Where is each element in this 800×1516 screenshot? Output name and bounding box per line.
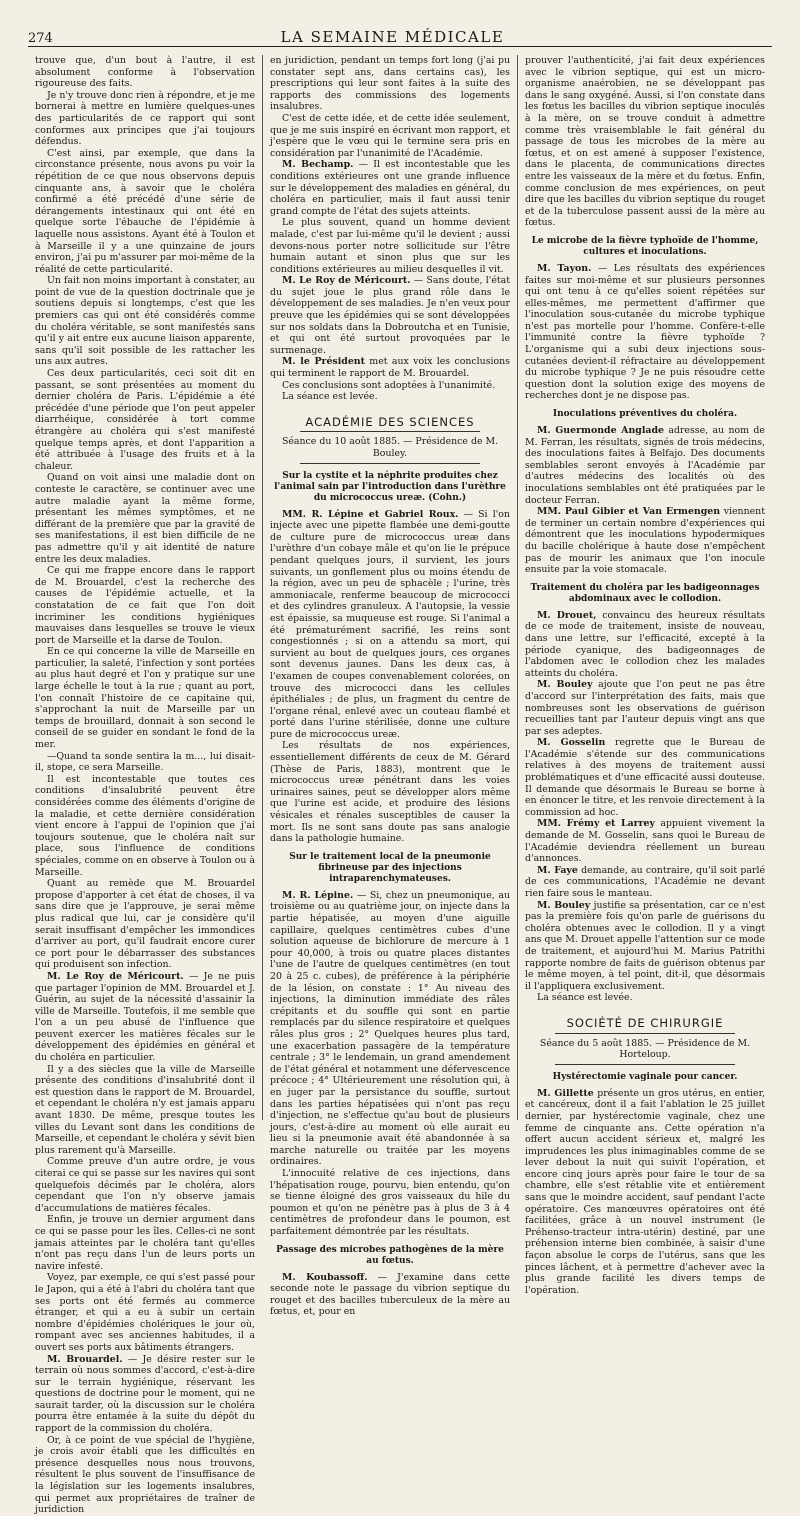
paragraph: En ce qui concerne la ville de Marseille en particulier, la saleté, l'infection y sont portées au plus haut degré et l'on y pratique sur une large échelle le tout à la rue ; quant au port, l'on connaît l'histoire de ce capitaine qui, s'approchant la nuit de Marseille par un temps de brouillard, donnait à son second le conseil de se guider en sondant le fond de la mer. [35, 646, 255, 751]
speaker-text: — Si l'on injecte avec une pipette flambée une demi-goutte de culture pure de micrococcus ureæ dans l'urèthre d'un cobaye mâle et qu'on lie le prépuce pendant quelques jours, il survient, les jours suivants, un gonflement plus ou moins étendu de la région, avec un peu de sphacèle ; l'urine, très ammoniacale, renferme beaucoup de micrococci et des cylindres granuleux. A l'autopsie, la vessie est épaissie, sa muqueuse est rouge. Si l'animal a été prématurément sacrifié, les reins sont congestionnés ; si on a attendu sa mort, qui survient au bout de quelques jours, ces organes sont devenus jaunes. Dans les deux cas, à l'examen de coupes convenablement colorées, on trouve des micrococci dans les cellules épithéliales ; de plus, un fragment du centre de l'organe rénal, enlevé avec un couteau flambé et porté dans l'urine stérilisée, donne une culture pure de micrococcus ureæ. [270, 508, 510, 740]
subheading: Sur le traitement local de la pneumonie fibrineuse par des injections intraparenchymateuses. [289, 851, 491, 884]
paragraph [525, 865, 765, 900]
speaker-text: adresse, au nom de M. Ferran, les résultats, signés de trois médecins, des inoculations faites à Belfajo. Des documents semblables seront envoyés à l'Académie par d'autres médecins des localités où des inoculations semblables ont été pratiquées par le docteur Ferran. [525, 425, 765, 506]
speaker-text: convaincu des heureux résultats de ce mode de traitement, insiste de nouveau, dans une lettre, sur l'efficacité, excepté à la période cyanique, des badigeonnages de l'abdomen avec le collodion chez les malades atteints du choléra. [525, 609, 765, 679]
subheading: Le microbe de la fièvre typhoïde de l'homme, cultures et inoculations. [531, 235, 759, 257]
paragraph [270, 509, 510, 741]
paragraph: prouver l'authenticité, j'ai fait deux expériences avec le vibrion septique, qui est un micro-organisme anaérobien, ne se développant pas dans le sang oxygéné. Aussi, si l'on constate dans les fœtus les bacilles du vibrion septique inoculés à la mère, on se trouve conduit à admettre comme très vraisemblable le fait général du passage de tous les microbes de la mère au fœtus, et on est amené à supposer l'existence, dans le placenta, de communications directes entre les vaisseaux de la mère et du fœtus. Enfin, comme conclusion de mes expériences, on peut dire que les bacilles du vibrion septique du rouget et de la tuberculose passent aussi de la mère au fœtus. [525, 55, 765, 229]
paragraph [525, 679, 765, 737]
speaker-text: met aux voix les conclusions qui terminent le rapport de M. Brouardel. [270, 356, 510, 380]
session-line: Séance du 10 août 1885. — Présidence de M. Bouley. [281, 436, 499, 459]
speaker-name: M. Faye [537, 864, 578, 876]
speaker-name: MM. Frémy et Larrey [537, 818, 655, 830]
paragraph: L'innocuité relative de ces injections, dans l'hépatisation rouge, pourvu, bien entendu, qu'on se tienne éloigné des gros vaisseaux du hile du poumon et qu'on ne pénètre pas à plus de 3 à 4 centimètres de profondeur dans le poumon, est parfaitement démontrée par les résultats. [270, 1168, 510, 1238]
session-line: Séance du 5 août 1885. — Présidence de M. Horteloup. [539, 1037, 751, 1061]
speaker-name: M. Gillette [537, 1087, 594, 1099]
speaker-name: M. Le Roy de Méricourt. [282, 275, 411, 287]
paragraph [525, 737, 765, 818]
paragraph: Ces deux particularités, ceci soit dit en passant, se sont présentées au moment du dernier choléra de Paris. L'épidémie a été précédée d'une période que l'on peut appeler diarrhéique, considérée à tort comme étrangère au choléra qui s'est manifesté quelque temps après, et dont l'apparition a été attribuée à l'usage des fruits et à la chaleur. [35, 368, 255, 472]
speaker-text: présente un gros utérus, en entier, et cancéreux, dont il a fait l'ablation le 25 juillet dernier, par hystérectomie vaginale, chez une femme de cinquante ans. Cette opération n'a offert aucun accident sérieux et, malgré les imprudences les plus inimaginables comme de se lever debout la nuit qui suivit l'opération, et encore cinq jours après pour faire le tour de sa chambre, elle s'est rétablie vite et entièrement sans que le moindre accident, sauf pendant l'acte opératoire. Ces manœuvres opératoires ont été facilitées, grâce à un nouvel instrument (le Préhenso-tracteur intra-utérin) destiné, par une préhension interne bien combinée, à saisir d'une façon absolue le corps de l'utérus, sans que les pinces lâchent, et à permettre d'achever avec la plus grande facilité les divers temps de l'opération. [525, 1087, 766, 1296]
speaker-name: M. le Président [282, 356, 365, 368]
paragraph [270, 1272, 510, 1318]
paragraph: Or, à ce point de vue spécial de l'hygiène, je crois avoir établi que les difficultés en présence desquelles nous nous trouvons, résultent le plus souvent de l'insuffisance de la législation sur les logements insalubres, qui permet aux propriétaires de traîner de juridiction [35, 1434, 255, 1516]
speaker-name: M. Bechamp. [282, 159, 354, 171]
page-number: 274 [28, 31, 53, 46]
paragraph: C'est de cette idée, et de cette idée seulement, que je me suis inspiré en écrivant mon rapport, et j'espère que le vœu qui le termine sera pris en considération par l'unanimité de l'Académie. [270, 112, 510, 159]
subheading: Hystérectomie vaginale pour cancer. [552, 1071, 738, 1082]
speaker-name: M. Koubassoff. [282, 1271, 368, 1283]
divider [555, 1064, 735, 1065]
article-columns [28, 55, 772, 1516]
speaker-text: — J'examine dans cette seconde note le passage du vibrion septique du rouget et des bacilles tuberculeux de la mère au fœtus, et, pour en [270, 1271, 510, 1318]
paragraph: Les résultats de nos expériences, essentiellement différents de ceux de M. Gérard (Thèse de Paris, 1883), montrent que le micrococcus ureæ pénétrant dans les voies urinaires saines, peut se développer alors même que l'urine est acide, et produire des lésions vésicales et rénales susceptibles de causer la mort. Ils ne sont sans doute pas sans analogie dans la pathologie humaine. [270, 740, 510, 845]
speaker-name: M. Drouet, [537, 609, 597, 621]
paragraph [525, 425, 765, 506]
speaker-name: MM. Paul Gibier et Van Ermengen [537, 506, 721, 518]
paragraph [35, 971, 255, 1064]
divider [300, 463, 480, 464]
speaker-text: regrette que le Bureau de l'Académie s'étende sur des communications relatives à des moyens de traitement aussi problématiques et d'une efficacité aussi douteuse. Il demande que désormais le Bureau se borne à en énoncer le titre, et les renvoie directement à la commission ad hoc. [525, 737, 766, 818]
paragraph: Je n'y trouve donc rien à répondre, et je me bornerai à mettre en lumière quelques-unes des particularités de ce rapport qui sont conformes aux principes que j'ai toujours défendus. [35, 89, 255, 148]
paragraph: Il y a des siècles que la ville de Marseille présente des conditions d'insalubrité dont il est question dans le rapport de M. Brouardel, et cependant le choléra n'y est jamais apparu avant 1830. De même, presque toutes les villes du Levant sont dans les conditions de Marseille, et cependant le choléra y sévit bien plus rarement qu'à Marseille. [35, 1063, 255, 1156]
section-title: ACADÉMIE DES SCIENCES [305, 414, 475, 429]
column-3 [517, 55, 772, 1296]
speaker-name: M. Guermonde Anglade [537, 425, 664, 437]
paragraph [525, 818, 765, 864]
paragraph [525, 900, 765, 993]
column-2 [262, 55, 517, 1318]
paragraph: C'est ainsi, par exemple, que dans la circonstance présente, nous avons pu voir la répétition de ce que nous observons depuis cinquante ans, à savoir que le choléra confirmé a été précédé d'une série de dérangements intestinaux qui ont été en quelque sorte l'ébauche de l'épidémie à laquelle nous assistons. Ayant été à Toulon et à Marseille il y a une quinzaine de jours environ, j'ai pu m'assurer par moi-même de la réalité de cette particularité. [35, 147, 255, 275]
paragraph: Quand on voit ainsi une maladie dont on conteste le caractère, se continuer avec une autre maladie ayant la même forme, présentant les mêmes symptômes, et ne différant de la première que par la gravité de ses manifestations, il est bien difficile de ne pas admettre qu'il y ait identité de nature entre les deux maladies. [35, 472, 255, 565]
speaker-name: M. Bouley [537, 899, 591, 911]
speaker-text: demande, au contraire, qu'il soit parlé de ces communications, l'Académie ne devant rien faire sous le manteau. [525, 864, 765, 899]
speaker-text: — Je désire rester sur le terrain où nous sommes d'accord, c'est-à-dire sur le terrain hygiénique, réservant les questions de doctrine pour le moment, qui ne saurait tarder, où la discussion sur le choléra pourra être entamée à la suite du dépôt du rapport de la commission du choléra. [35, 1353, 255, 1435]
speaker-text: — Sans doute, l'état du sujet joue le plus grand rôle dans le développement de ses maladies. Je n'en veux pour preuve que les épidémies qui se sont développées sur nos soldats dans la Dobroutcha et en Tunisie, et qui ont été surtout provoquées par le surmenage. [270, 275, 510, 356]
speaker-name: M. Le Roy de Méricourt. [47, 970, 184, 982]
speaker-name: M. Tayon. [537, 262, 592, 274]
speaker-text: — Si, chez un pneumonique, au troisième ou au quatrième jour, on injecte dans la partie hépatisée, au moyen d'une aiguille capillaire, quelques centimètres cubes d'une solution aqueuse de bichlorure de mercure à 1 pour 40,000, à trois ou quatre places distantes l'une de l'autre de quelques centimètres (en tout 20 à 25 c. cubes), de préférence à la périphérie de la lésion, on constate : 1° Au niveau des injections, la diminution immédiate des râles crépitants et du souffle qui sont en partie remplacés par du silence respiratoire et quelques râles plus gros ; 2° Quelques heures plus tard, une exacerbation passagère de la température centrale ; 3° le lendemain, un grand amendement de l'état général et notamment une défervescence précoce ; 4° Ultérieurement une résolution qui, à en juger par la persistance du souffle, surtout dans les parties hépatisées qui n'ont pas reçu d'injection, ne s'effectue qu'au bout de plusieurs jours, c'est-à-dire au moment où elle aurait eu lieu si la pneumonie avait été abandonnée à sa marche naturelle ou traitée par les moyens ordinaires. [270, 889, 510, 1168]
paragraph: en juridiction, pendant un temps fort long (j'ai pu constater sept ans, dans certains cas), les prescriptions qui leur sont faites à la suite des rapports des commissions des logements insalubres. [270, 55, 510, 113]
paragraph: —Quand ta sonde sentira la m..., lui disait-il, stope, ce sera Marseille. [35, 750, 255, 774]
paragraph [270, 890, 510, 1168]
journal-title: LA SEMAINE MÉDICALE [280, 28, 505, 46]
column-1 [28, 55, 262, 1516]
paragraph: La séance est levée. [282, 391, 378, 403]
paragraph: Voyez, par exemple, ce qui s'est passé pour le Japon, qui a été à l'abri du choléra tant que ses ports ont été fermés au commerce étranger, et qui a eu à subir un certain nombre d'épidémies cholériques le jour où, rompant avec ses anciennes habitudes, il a ouvert ses ports aux bâtiments étrangers. [35, 1272, 255, 1353]
paragraph: trouve que, d'un bout à l'autre, il est absolument conforme à l'observation rigoureuse des faits. [35, 55, 255, 90]
speaker-name: M. Bouley [537, 679, 593, 691]
speaker-name: MM. R. Lépine et Gabriel Roux. [282, 508, 459, 520]
paragraph: Comme preuve d'un autre ordre, je vous citerai ce qui se passe sur les navires qui sont quelquefois décimés par le choléra, alors cependant que l'on n'y observe jamais d'accumulations de matières fécales. [35, 1156, 255, 1214]
speaker-name: M. Brouardel. [47, 1353, 123, 1365]
subheading: Inoculations préventives du choléra. [552, 409, 738, 420]
paragraph [525, 1088, 765, 1297]
subheading: Passage des microbes pathogènes de la mère au fœtus. [276, 1244, 504, 1266]
speaker-name: M. R. Lépine. [282, 889, 354, 901]
paragraph: Ces conclusions sont adoptées à l'unanimité. [282, 379, 496, 391]
paragraph: Il est incontestable que toutes ces conditions d'insalubrité peuvent être considérées comme des éléments d'origine de la maladie, et cette dernière considération vient encore à l'appui de l'opinion que j'ai toujours soutenue, que le choléra naît sur place, sous l'influence de conditions spéciales, comme on en observe à Toulon ou à Marseille. [35, 773, 255, 878]
paragraph: Un fait non moins important à constater, au point de vue de la question doctrinale que je soutiens depuis si longtemps, c'est que les premiers cas qui ont été considérés comme du choléra véritable, se sont manifestés sans qu'il y ait entre eux aucune liaison apparente, sans qu'il soit possible de les rattacher les uns aux autres. [35, 275, 255, 368]
divider [555, 1033, 735, 1034]
speaker-text: — Je ne puis que partager l'opinion de MM. Brouardel et J. Guérin, au sujet de la nécessité d'assainir la ville de Marseille. Toutefois, il me semble que l'on a un peu abusé de l'influence que peuvent exercer les matières fécales sur le développement des épidémies en général et du choléra en particulier. [35, 970, 255, 1064]
section-title: SOCIÉTÉ DE CHIRURGIE [566, 1015, 724, 1030]
paragraph [525, 263, 765, 402]
speaker-text: viennent de terminer un certain nombre d'expériences qui démontrent que les inoculations hypodermiques du bacille cholérique à haute dose n'empêchent pas de mourir les animaux que l'on inocule ensuite par la voie stomacale. [525, 506, 765, 576]
subheading: Traitement du choléra par les badigeonnages abdominaux avec le collodion. [530, 582, 760, 604]
paragraph [525, 506, 765, 576]
paragraph [270, 159, 510, 217]
paragraph [270, 356, 510, 379]
subheading: Sur la cystite et la néphrite produites chez l'animal sain par l'introduction dans l'urèthre du micrococcus ureæ. (Cohn.) [274, 470, 506, 503]
paragraph: Ce qui me frappe encore dans le rapport de M. Brouardel, c'est la recherche des causes de l'épidémie actuelle, et la constatation de ce fait que l'on doit incriminer les conditions hygiéniques mauvaises dans lesquelles se trouve le vieux port de Marseille et la darse de Toulon. [35, 565, 255, 646]
paragraph [525, 610, 765, 680]
speaker-text: — Les résultats des expériences faites sur moi-même et sur plusieurs personnes qui ont tenu à ce qu'elles soient répétées sur elles-mêmes, me permettent d'affirmer que l'inoculation sous-cutanée du microbe typhique n'est pas mortelle pour l'homme. Confère-t-elle l'immunité contre la fièvre typhoïde ? L'organisme qui a subi deux injections sous-cutanées devient-il réfractaire au développement du microbe typhique ? Je ne puis résoudre cette question dont la solution exige des moyens de recherches dont je ne dispose pas. [525, 262, 766, 402]
page-header [28, 20, 772, 47]
paragraph: Enfin, je trouve un dernier argument dans ce qui se passe pour les îles. Celles-ci ne sont jamais atteintes par le choléra tant qu'elles n'ont pas reçu dans l'un de leurs ports un navire infesté. [35, 1214, 255, 1272]
paragraph: Quant au remède que M. Brouardel propose d'apporter à cet état de choses, il va sans dire que je l'approuve, je serai même plus radical que lui, car je considère qu'il serait insuffisant d'empêcher les immondices d'arriver au port, qu'il faudrait encore curer ce port pour le débarrasser des substances qui produisent son infection. [35, 878, 255, 971]
paragraph: Le plus souvent, quand un homme devient malade, c'est par lui-même qu'il le devient ; aussi devons-nous porter notre sollicitude sur l'être humain autant et sinon plus que sur les conditions extérieures au milieu desquelles il vit. [270, 217, 510, 275]
speaker-text: appuient vivement la demande de M. Gosselin, sans quoi le Bureau de l'Académie deviendra réellement un bureau d'annonces. [525, 818, 765, 865]
speaker-text: — Il est incontestable que les conditions extérieures ont une grande influence sur le développement des maladies en général, du choléra en particulier, mais il faut aussi tenir grand compte de l'état des sujets atteints. [270, 159, 511, 217]
speaker-text: justifie sa présentation, car ce n'est pas la première fois qu'on parle de guérisons du choléra obtenues avec le collodion. Il y a vingt ans que M. Drouet appelle l'attention sur ce mode de traitement, et aujourd'hui M. Marius Patrithi rapporte nombre de faits de guérison obtenus par le même moyen, à tel point, dit-il, que désormais il l'appliquera exclusivement. [525, 899, 766, 992]
speaker-text: ajoute que l'on peut ne pas être d'accord sur l'interprétation des faits, mais que nombreuses sont les observations de guérison recueillies tant par l'auteur depuis vingt ans que par ses adeptes. [525, 679, 765, 737]
paragraph: La séance est levée. [537, 992, 633, 1004]
speaker-name: M. Gosselin [537, 737, 606, 749]
paragraph [35, 1354, 255, 1435]
paragraph [270, 275, 510, 356]
divider [300, 431, 480, 432]
